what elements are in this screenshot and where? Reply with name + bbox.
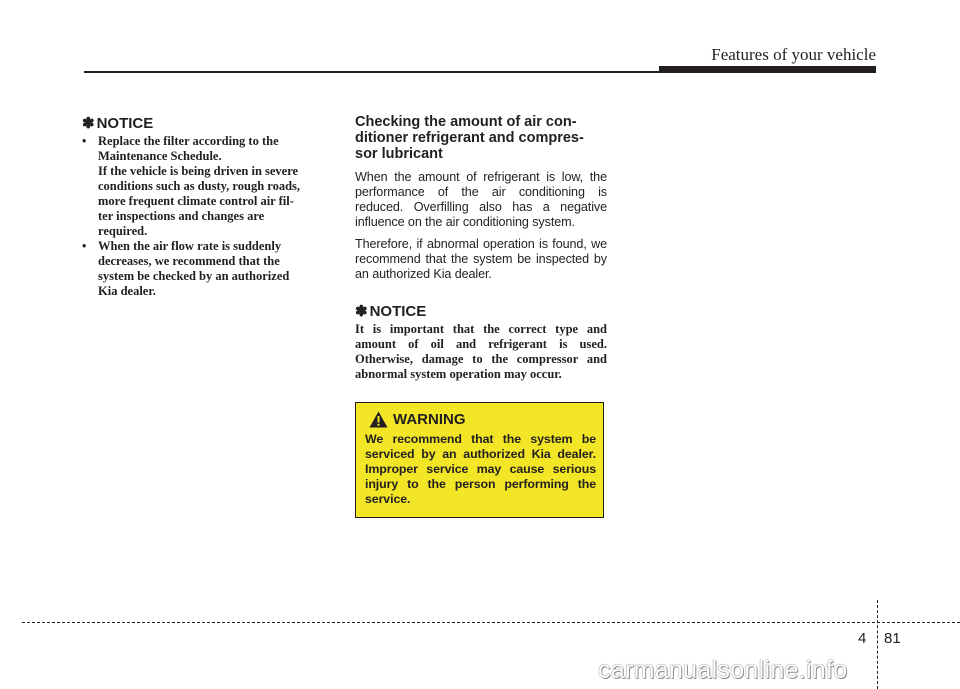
section-heading-line: Checking the amount of air con-	[355, 114, 577, 130]
header-rule-thin	[84, 71, 662, 73]
section-heading-line: ditioner refrigerant and compres-	[355, 130, 584, 146]
header-rule-thick	[659, 66, 876, 73]
bullet-line: required.	[98, 224, 148, 238]
bullet-line: more frequent climate control air fil-	[98, 194, 294, 208]
bullet-line: Maintenance Schedule.	[98, 149, 222, 163]
bullet-line: system be checked by an authorized	[98, 269, 290, 283]
left-column	[82, 114, 334, 299]
notice-star-icon: ✽	[355, 303, 368, 320]
header-title: Features of your vehicle	[711, 45, 876, 64]
notice-text: It is important that the correct type and amount of oil and refrigerant is used. Otherwise, damage to the compressor and abnormal system operation may occur.	[355, 322, 607, 381]
watermark: carmanualsonline.info	[598, 656, 848, 684]
body-paragraph: Therefore, if abnormal operation is found, we recommend that the system be inspected by an authorized Kia dealer.	[355, 237, 607, 281]
page-number: 81	[884, 630, 901, 647]
footer-rule	[22, 622, 960, 623]
bullet-line: ter inspections and changes are	[98, 209, 265, 223]
bullet-mark-icon: •	[82, 134, 87, 148]
footer-divider	[877, 600, 878, 689]
bullet-line: When the air flow rate is suddenly	[98, 239, 282, 253]
notice-star-icon: ✽	[82, 115, 95, 132]
bullet-line: If the vehicle is being driven in severe	[98, 164, 299, 178]
notice-bullet-item	[82, 239, 334, 299]
warning-header	[369, 411, 596, 428]
notice-heading-label: NOTICE	[96, 114, 154, 132]
notice-bullet-item	[82, 134, 334, 239]
bullet-line: decreases, we recommend that the	[98, 254, 280, 268]
chapter-number: 4	[858, 630, 867, 647]
notice-heading	[82, 114, 334, 132]
warning-box	[355, 402, 604, 518]
bullet-line: conditions such as dusty, rough roads,	[98, 179, 301, 193]
bullet-line: Kia dealer.	[98, 284, 156, 298]
notice-block	[355, 302, 607, 382]
warning-title: WARNING	[393, 411, 466, 428]
warning-text: We recommend that the system be serviced by an authorized Kia dealer. Improper service may cause serious injury to the person performing the service.	[365, 432, 596, 506]
notice-heading	[355, 302, 607, 320]
bullet-mark-icon: •	[82, 239, 87, 253]
body-paragraph: When the amount of refrigerant is low, the performance of the air conditioning is reduced. Overfilling also has a negative influence on the air conditioning system.	[355, 170, 607, 229]
right-column	[355, 114, 607, 382]
section-heading	[355, 114, 607, 162]
warning-triangle-icon	[369, 411, 388, 428]
notice-bullet-list	[82, 134, 334, 299]
bullet-line: Replace the filter according to the	[98, 134, 279, 148]
section-heading-line: sor lubricant	[355, 146, 443, 162]
notice-heading-label: NOTICE	[369, 302, 427, 320]
